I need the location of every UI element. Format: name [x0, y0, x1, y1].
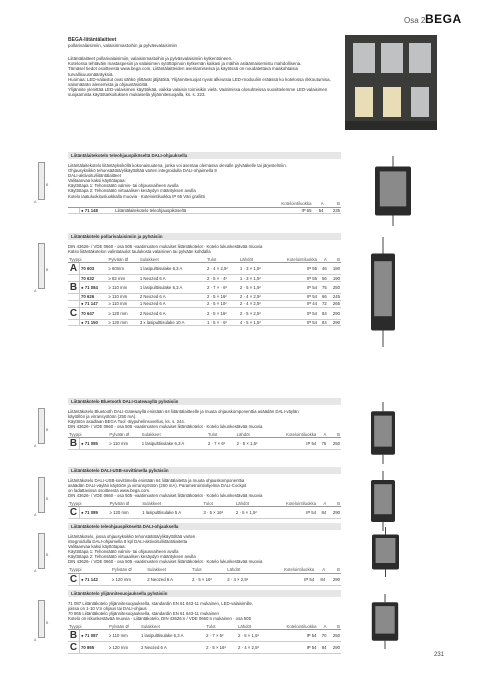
intro-line: Ylijännite ylenittää LED-valaisimen käyttöikää, vaikka valaisin toimisikin vielä. Vaatimissa olosuhteissa suosittelemme LED-valaisimen suojaamista käyttötarkoituksen mukaisella ylijännitesuojalla, ks. s. 223.	[68, 87, 328, 98]
table-row	[68, 319, 341, 326]
protection-class: IP 54	[272, 281, 318, 293]
description-line: Käyttötapa 1: Tehonsäätö valmis- tai ohjausvaiheen avulla	[68, 549, 179, 555]
group-letter: B	[68, 281, 80, 293]
section-description	[68, 534, 341, 565]
column-header: Kotelointiluokka	[269, 500, 317, 507]
column-header: Lähdöt	[239, 256, 272, 263]
intro-subtitle: pollarivalaisimiin, valaisinmastoihin ja pylväsvalaisimiin	[68, 43, 178, 48]
group-letter: C	[68, 573, 80, 585]
cell-value: 2 · 5 × 1,5²	[235, 507, 269, 519]
group-letter	[68, 300, 80, 307]
column-header: A	[312, 201, 324, 208]
cell-value: 2 Neozed 6 A	[146, 573, 191, 585]
group-letter	[68, 293, 80, 300]
dimension-a: 46	[318, 263, 328, 275]
column-header: A	[318, 623, 328, 630]
product-section	[68, 152, 341, 214]
group-letter: B	[68, 630, 80, 642]
product-image	[363, 237, 403, 347]
dimension-b: 290	[326, 573, 341, 585]
product-code: ● 71 148	[80, 207, 115, 214]
section-title: Liitäntäkotelo teleohjauspiköseltä DALI-ohjauksella	[68, 523, 341, 530]
group-letter: B	[68, 438, 80, 450]
section-description	[68, 478, 341, 498]
section-title: Liitäntäkotelo pollarivalaisimiin ja pylväisiin	[68, 233, 341, 240]
group-letter	[68, 275, 80, 282]
dimension-b: 290	[327, 507, 341, 519]
dimension-drawing	[36, 477, 48, 517]
cell-value: ≥ 120 mm	[109, 507, 142, 519]
dimension-drawing	[36, 243, 48, 293]
table-row	[68, 507, 341, 519]
cell-value: ≥ 120 mm	[107, 319, 138, 326]
spec-table	[68, 431, 341, 450]
protection-class: IP 65	[255, 207, 312, 214]
table-row	[68, 275, 341, 282]
column-header: Pylvään Ø	[108, 623, 140, 630]
dimension-drawing	[36, 162, 48, 204]
section-title: Liitäntäkotelo ylijännitesuojauksella pylväisiin	[68, 590, 341, 597]
cell-value: 1 · 3 × 1,5²	[239, 275, 272, 282]
dimension-label-a: A	[34, 289, 37, 293]
cell-value: 2 · 5 × 16²	[206, 293, 239, 300]
description-line: integroidulla DALI-ohjaimella 8 kpl DALI-aktivoitu/liitäntälaitetta	[68, 539, 188, 545]
protection-class: IP 54	[270, 438, 318, 450]
description-line: Käyttötapa 2: Tehonsäätö virtuaalisen kesäydyn määrityksen avulla	[68, 554, 196, 560]
product-section	[68, 398, 341, 450]
cell-value: ≥ 120 mm	[107, 307, 138, 319]
cell-value: 4 · 5 × 1,5²	[239, 319, 272, 326]
cell-value: 1 lasipulttisulake 6,3 A	[139, 281, 206, 293]
dimension-a: 84	[317, 507, 327, 519]
column-header: Sulakkeet	[140, 623, 205, 630]
product-code: 70 603	[80, 263, 108, 275]
dimension-a: 56	[318, 275, 328, 282]
column-header: Sulakkeet	[146, 567, 191, 574]
dimension-label-b: B	[46, 428, 49, 432]
description-line: Kotelo laatuluokitusluokkalla muovia · Kotelointiluokka IP 65 Väri grafiitti	[68, 193, 205, 199]
dimension-b: 250	[327, 438, 341, 450]
product-image	[363, 471, 403, 531]
group-letter: C	[68, 507, 80, 519]
column-header: Lähdöt	[237, 623, 271, 630]
column-header: Kotelointiluokka	[270, 431, 318, 438]
dimension-label-a: A	[34, 200, 37, 204]
spec-table	[68, 256, 341, 326]
cell-value: ≥ 110 mm	[107, 300, 138, 307]
dimension-label-b: B	[46, 183, 49, 187]
dimension-a: 54	[312, 207, 324, 214]
dimension-label-b: B	[46, 268, 49, 272]
description-line: 70 865 Liitäntäkotelo ylijännitesuojauksella, standardin EN 61 643-11 mukainen	[68, 611, 219, 617]
group-letter: A	[68, 263, 80, 275]
column-header: Tyyppi	[68, 623, 108, 630]
description-line: joissa on 1-10 V:n ohjaus tai DALI-ohjaus	[68, 606, 147, 612]
column-header: Tyyppi	[68, 500, 109, 507]
cell-value: ≥ 120 mm	[111, 573, 146, 585]
dimension-b: 190	[328, 275, 341, 282]
cell-value: 2 · 4 × 2,5²	[206, 263, 239, 275]
column-header: B	[326, 567, 341, 574]
product-code: ● 71 087	[80, 630, 108, 642]
table-row	[68, 573, 341, 585]
dimension-a: 75	[318, 281, 328, 293]
description-line: Valitaanvaa kaksi käyttötapaa:	[68, 178, 126, 184]
column-header: Pylvään Ø	[107, 256, 138, 263]
column-header: Lähdöt	[226, 567, 263, 574]
dimension-b: 235	[325, 207, 341, 214]
description-line: Liitäntäkotelo DALI-USB-sovittimella enintään 64 liitäntälaitetta ja muuta ohjauskomponenttia	[68, 478, 245, 483]
protection-class: IP 54	[272, 307, 318, 319]
protection-class: IP 55	[272, 263, 318, 275]
spec-table	[68, 201, 341, 215]
cell-value: Liitäntälaitekotelo teleohjauspiköseltä	[114, 207, 244, 214]
dimension-b: 290	[327, 642, 341, 654]
column-header: A	[318, 256, 328, 263]
section-description	[68, 601, 341, 621]
product-code: 70 865	[80, 642, 108, 654]
dimension-label-a: A	[34, 444, 37, 448]
cell-value: 2 · 7 × · 6²	[206, 281, 239, 293]
cell-value: 1 lasipulttisulake 6,3 A	[140, 630, 205, 642]
section-description	[68, 244, 341, 254]
product-code: ● 71 150	[80, 319, 108, 326]
table-row	[68, 293, 341, 300]
intro-line: Kotelossa tehtäväin mastaspesiin ja valaisimen sytöttöpinoin kytkemän kaikasi ja mäihin asiäämaisemistu mahdollisena.	[68, 61, 302, 67]
spec-table	[68, 500, 341, 519]
dimension-b: 245	[328, 293, 341, 300]
description-line: Käyttöön asadlaan BEGA Tool -älypuhelinsovellus, ks. s. 244.	[68, 419, 185, 425]
column-header: B	[327, 500, 341, 507]
product-code: ● 71 084	[80, 281, 108, 293]
protection-class: IP 54	[271, 642, 318, 654]
dimension-a: 75	[317, 438, 327, 450]
dimension-drawing	[36, 600, 48, 642]
intro-line: Huomaa: LED-valaistut ovat sähkö ylittävät jäljätöitä. Ylijännitesuojat nyvat alkeutsia LED-moduuliin eräässä ko kotelossa rikkoutumisa, valomäärän alenemista ja ohjaustäsiöittä.	[68, 76, 331, 88]
cell-value: ≥ 110 mm	[107, 281, 138, 293]
cell-value: 2 · 7 × 6²	[207, 438, 236, 450]
dimension-a: 84	[315, 573, 326, 585]
cell-value: 1 lasipulttisulake 5 A	[141, 507, 202, 519]
group-letter: C	[68, 642, 80, 654]
dimension-a: 66	[318, 293, 328, 300]
product-code: 70 647	[80, 307, 108, 319]
product-image	[363, 594, 407, 649]
dimension-a: 84	[318, 307, 328, 319]
bega-logo: BEGA	[425, 12, 462, 26]
column-header: Kotelointiluokka	[272, 256, 318, 263]
dimension-label-b: B	[46, 497, 49, 501]
cell-value: 2 · 4 × 2,5²	[226, 573, 263, 585]
table-row	[68, 263, 341, 275]
dimension-a: 72	[318, 300, 328, 307]
cell-value: 2 · 5 × 1,5²	[237, 630, 271, 642]
column-header: B	[327, 623, 341, 630]
dimension-drawing	[36, 533, 48, 573]
column-header: Tulot	[206, 256, 239, 263]
table-row	[68, 207, 341, 214]
cell-value: 2 · 7 × 6²	[205, 630, 237, 642]
column-header: Pylvään Ø	[108, 431, 140, 438]
column-header: Tulot	[202, 500, 234, 507]
group-letter: C	[68, 307, 80, 319]
cell-value: 2 · 5 × 1,5²	[236, 438, 270, 450]
column-header: B	[325, 201, 341, 208]
cell-value: 3 · 5 × 16²	[202, 507, 234, 519]
product-section	[68, 467, 341, 519]
section-title: Liitäntälaitekotelo teleohjauspiköseltä DALI-ohjauksella	[68, 152, 341, 159]
protection-class: IP 54	[263, 573, 315, 585]
column-header: Kotelointiluokka	[263, 567, 315, 574]
product-code: ● 71 085	[80, 438, 109, 450]
page-number: 231	[434, 652, 445, 658]
column-header: Tyyppi	[68, 256, 107, 263]
cell-value: 2 · 5 × 1,5²	[239, 281, 272, 293]
cell-value: 1 lasipulttisulake 6,3 A	[139, 263, 206, 275]
cell-value: ≥ 60mm	[107, 263, 138, 275]
cell-value: 2 · 4 × 2,5²	[237, 642, 271, 654]
dimension-b: 290	[328, 307, 341, 319]
cell-value: 3 x lasipulttisulake 10 A	[139, 319, 206, 326]
column-header: Lähdöt	[236, 431, 270, 438]
table-row	[68, 281, 341, 293]
dimension-label-b: B	[46, 553, 49, 557]
description-line: Käyttötapa 1: Tehonsäätö valmis- tai ohjausvaiheen avulla	[68, 183, 179, 189]
cell-value: 1 lasipulttisulake 6,3 A	[141, 438, 207, 450]
cell-value: 1 · 3 × 1,5²	[239, 263, 272, 275]
description-line: Kotelo on iskunkestävää muovia · Liitäntäkotelo, DIN 43626:n / VDE 0660:n mukainen · osa 505	[68, 616, 251, 622]
cell-value: ≥ 82 mm	[107, 275, 138, 282]
description-line: Liitäntäkotelo Bluetooth DALI-Gatewayllä enintään 64 liitäntälaitteelle ja muuta ohjauskomponenttia asäädän DALI-väylän	[68, 409, 299, 414]
cell-value: 2 Neozed 6 A	[140, 642, 205, 654]
dimension-label-a: A	[34, 513, 37, 517]
table-row	[68, 300, 341, 307]
column-header: B	[328, 256, 341, 263]
intro-line: Tämäsel tiedot osoitteesta www.bega.com. Liitäntälaitteiden asentamisessa ja käytössä on noudatettava maakohtaisia turvallisuusmääräyksiä.	[68, 66, 298, 77]
intro-title: BEGA-liitäntälaitteet	[68, 37, 117, 43]
description-line: asäädän DALI-väylän käytölön ja virransyötöön (250 mA). Parametrointiohjelma DALI-Cockpit	[68, 483, 247, 489]
intro-line: Liitäntälaitteet pollarivalaisimiin, valaisinmastoihin ja pylväsvalaisimiin kytkentöineen.	[68, 56, 233, 61]
group-letter	[68, 319, 80, 326]
description-line: DIN 43626- / VDE 0660 - osa 505 -vaatimusten mukaiset liitäntäkotelot · Kotelo lukunkestävää muovia	[68, 493, 263, 499]
description-line: Liitäntälaitekotelo liitäntäyksiköllä kokonaisuutena, jonka voi asentaa olemassa olevalle pylvääkelle tai järjestelmiin.	[68, 163, 287, 168]
description-line: 71 087 Liitäntäkotelo ylijännitesuojauksella, standardin EN 61 643-11 mukainen, LED-valaisimille,	[68, 601, 254, 606]
cell-value: 2 · 5 × 16²	[205, 642, 237, 654]
cell-value: 2 Neozed 6 A	[139, 293, 206, 300]
column-header: A	[317, 500, 327, 507]
product-code: 70 632	[80, 275, 108, 282]
dimension-b: 290	[328, 319, 341, 326]
column-header: Tulot	[191, 567, 226, 574]
cell-value: 2 · 5 × · 4²	[206, 275, 239, 282]
cell-value: 1 Neozed 6 A	[139, 300, 206, 307]
dimension-a: 70	[318, 630, 328, 642]
description-line: Valitaanvaa kaksi käyttötapaa:	[68, 544, 126, 550]
cell-value: ≥ 110 mm	[108, 630, 140, 642]
description-line: Käyttötapa 2: Tehonsäätö virtuaalisen kesäydyn määrityksen avulla	[68, 188, 196, 194]
column-header: A	[315, 567, 326, 574]
description-line: DIN 43626- / VDE 0660 - osa 505 -vaatimusten mukaiset liitäntäkotelot · Kotelo lukunkestävää muovia	[68, 424, 263, 430]
product-code: ● 71 089	[80, 507, 109, 519]
cell-value: 2 · 5 × 16²	[206, 307, 239, 319]
product-code: ● 71 147	[80, 300, 108, 307]
spec-table	[68, 623, 341, 654]
dimension-b: 250	[328, 281, 341, 293]
dimension-label-a: A	[34, 638, 37, 642]
table-row	[68, 438, 341, 450]
product-code: 70 626	[80, 293, 108, 300]
column-header: Sulakkeet	[141, 431, 207, 438]
section-title: Liitäntäkotelo DALI-USB-sovittimella pylväisiin	[68, 467, 341, 474]
description-line: Katso liitäntäkotelon valintataulot taulukosta valaisinen tai pylvään kohdalla	[68, 249, 211, 255]
column-header: Sulakkeet	[141, 500, 202, 507]
cell-value: 1 · 5 × · 6²	[206, 319, 239, 326]
protection-class: IP 54	[272, 319, 318, 326]
column-header: Pylvään Ø	[109, 500, 142, 507]
column-header: Tulot	[205, 623, 237, 630]
intro-text	[68, 56, 340, 98]
protection-class: IP 55	[272, 275, 318, 282]
column-header: Tyyppi	[68, 431, 108, 438]
cell-value: 2 · 5 × 2,5²	[239, 307, 272, 319]
column-header: Lähdöt	[235, 500, 269, 507]
cell-value: 2 · 5 × 10²	[206, 300, 239, 307]
cell-value: 2 · 5 × 16²	[191, 573, 226, 585]
cell-value: 2 · 4 × 2,5²	[239, 293, 272, 300]
column-header: Sulakkeet	[139, 256, 206, 263]
dimension-a: 84	[318, 319, 328, 326]
description-line: DIN 43626- / VDE 0660 - osa 505 -vaatimusten mukaiset liitäntäkotelot · Kotelo lukunkestävää muovia	[68, 559, 263, 565]
dimension-b: 250	[327, 630, 341, 642]
cell-value: 1 Neozed 6 A	[139, 275, 206, 282]
column-header: B	[327, 431, 341, 438]
cell-value: ≥ 120 mm	[108, 642, 140, 654]
protection-class: IP 54	[271, 630, 318, 642]
dimension-label-b: B	[46, 621, 49, 625]
dimension-drawing	[36, 408, 48, 448]
column-header: A	[317, 431, 327, 438]
dimension-b: 180	[328, 263, 341, 275]
description-line: DALI-aktivoitu/liitäntälaitteet	[68, 173, 122, 179]
dimension-label-a: A	[34, 569, 37, 573]
protection-class: IP 44	[272, 300, 318, 307]
section-description	[68, 163, 341, 199]
product-code: ● 71 142	[80, 573, 111, 585]
cell-value: 2 Neozed 6 A	[139, 307, 206, 319]
product-image	[363, 402, 403, 464]
column-header: Tyyppi	[68, 567, 111, 574]
dimension-a: 84	[318, 642, 328, 654]
cell-value: ≥ 110 mm	[107, 293, 138, 300]
section-title: Liitäntäkotelo Bluetooth DALI-Gatewayllä pylväisiin	[68, 398, 341, 405]
product-image	[363, 527, 408, 577]
section-description	[68, 409, 341, 429]
section-label: Osa 2	[404, 16, 426, 25]
protection-class: IP 54	[272, 293, 318, 300]
table-row	[68, 307, 341, 319]
product-section	[68, 233, 341, 326]
cell-value: ≥ 110 mm	[108, 438, 140, 450]
spec-table	[68, 567, 341, 586]
description-line: käytöllön ja virransyötöön (250 mA).	[68, 414, 137, 420]
table-row	[68, 642, 341, 654]
product-section	[68, 590, 341, 654]
building-photo	[345, 35, 437, 130]
column-header: Tulot	[207, 431, 236, 438]
column-header: Kotelointiluokka	[271, 623, 318, 630]
protection-class: IP 54	[269, 507, 317, 519]
description-line: DIN 43626- / VDE 0660 - osa 505 -vaatimusten mukaiset liitäntäkotelot · Kotelo lukunkestävää muovia	[68, 244, 263, 249]
description-line: Ohjausyksikkö tehonsäätöä/ylikäyttöltää varten integroidulla DALI-ohjaimella 8	[68, 168, 217, 174]
column-header: Kotelointiluokka	[255, 201, 312, 208]
description-line: Liitäntäkotelo, jossa ohjausyksikkö tehonsäätöä/ylikäyttöltää varten	[68, 534, 196, 539]
table-row	[68, 630, 341, 642]
cell-value: 2 · 4 × 2,5²	[239, 300, 272, 307]
dimension-b: 265	[328, 300, 341, 307]
description-line: on ladattavissa osoitteesta www.bega.com.	[68, 488, 151, 494]
column-header: Pylvään Ø	[111, 567, 146, 574]
product-image	[363, 156, 423, 226]
product-section	[68, 523, 341, 586]
group-letter	[68, 207, 80, 214]
